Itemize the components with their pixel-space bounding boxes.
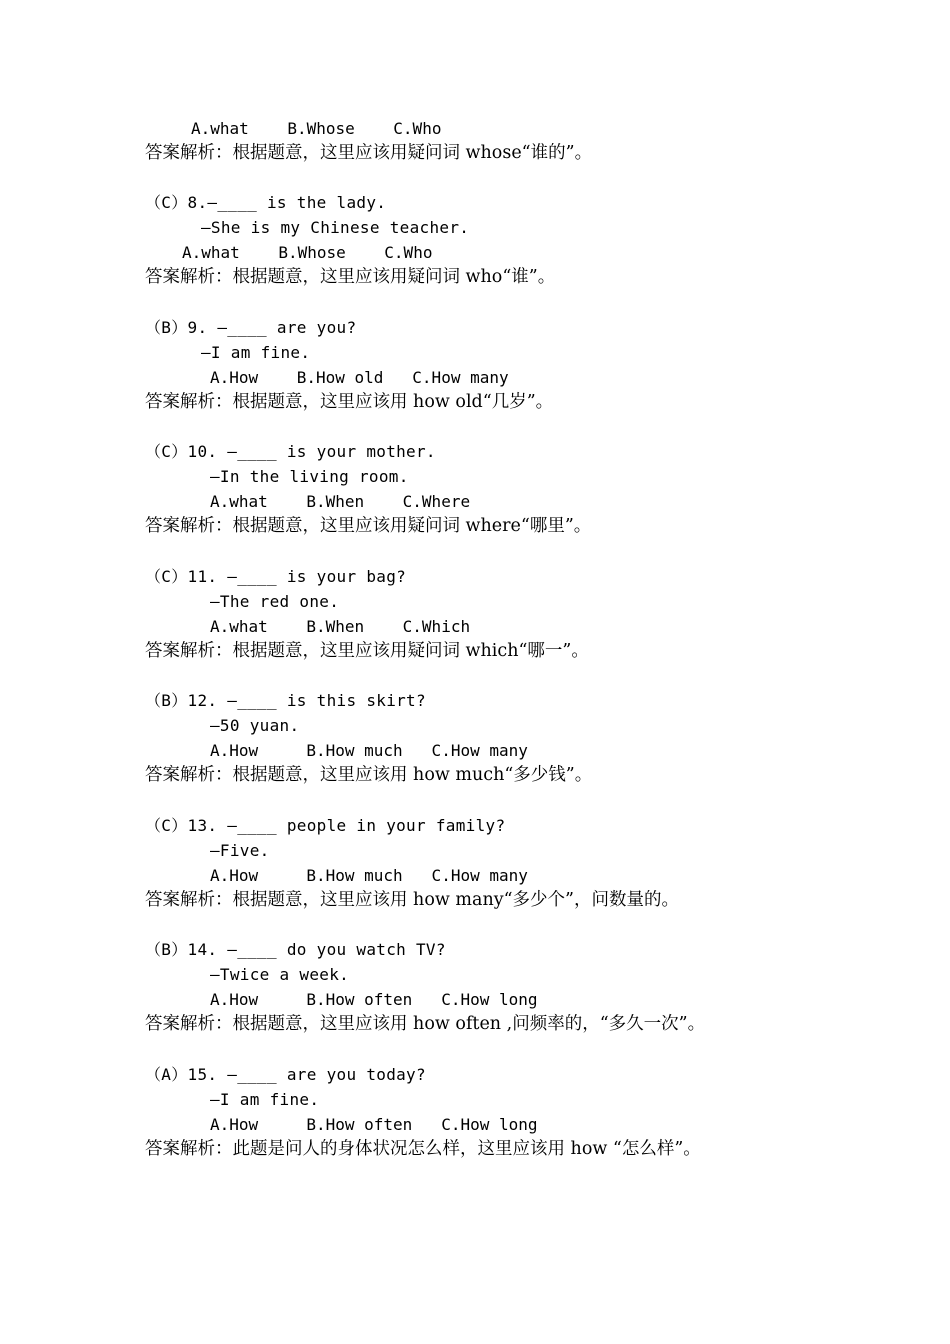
q12-reply: —50 yuan. <box>210 716 300 735</box>
q14-options: A.How B.How often C.How long <box>210 990 538 1009</box>
q11-options: A.what B.When C.Which <box>210 617 471 636</box>
q7-explanation: 答案解析：根据题意，这里应该用疑问词 whose“谁的”。 <box>145 143 593 163</box>
q10-options: A.what B.When C.Where <box>210 492 471 511</box>
q10-explanation: 答案解析：根据题意，这里应该用疑问词 where“哪里”。 <box>145 516 592 536</box>
q15-explanation: 答案解析：此题是问人的身体状况怎么样，这里应该用 how “怎么样”。 <box>145 1139 701 1159</box>
q9-reply: —I am fine. <box>201 343 311 362</box>
q8-stem: （C）8.—____ is the lady. <box>145 193 387 212</box>
q13-explanation: 答案解析：根据题意，这里应该用 how many“多少个”，问数量的。 <box>145 890 679 910</box>
q10-stem: （C）10. —____ is your mother. <box>145 442 436 461</box>
q12-options: A.How B.How much C.How many <box>210 741 528 760</box>
q8-explanation: 答案解析：根据题意，这里应该用疑问词 who“谁”。 <box>145 267 556 287</box>
q8-reply: —She is my Chinese teacher. <box>201 218 470 237</box>
q8-options: A.what B.Whose C.Who <box>182 243 433 262</box>
q14-reply: —Twice a week. <box>210 965 350 984</box>
q13-options: A.How B.How much C.How many <box>210 866 528 885</box>
q11-explanation: 答案解析：根据题意，这里应该用疑问词 which“哪一”。 <box>145 641 589 661</box>
q10-reply: —In the living room. <box>210 467 409 486</box>
q13-reply: —Five. <box>210 841 270 860</box>
q12-stem: （B）12. —____ is this skirt? <box>145 691 426 710</box>
q7-options: A.what B.Whose C.Who <box>191 119 442 138</box>
q15-options: A.How B.How often C.How long <box>210 1115 538 1134</box>
q14-explanation: 答案解析：根据题意，这里应该用 how often ,问频率的，“多久一次”。 <box>145 1014 706 1034</box>
q9-stem: （B）9. —____ are you? <box>145 318 357 337</box>
q14-stem: （B）14. —____ do you watch TV? <box>145 940 446 959</box>
q15-reply: —I am fine. <box>210 1090 320 1109</box>
q9-options: A.How B.How old C.How many <box>210 368 509 387</box>
q13-stem: （C）13. —____ people in your family? <box>145 816 506 835</box>
q15-stem: （A）15. —____ are you today? <box>145 1065 426 1084</box>
q11-stem: （C）11. —____ is your bag? <box>145 567 407 586</box>
q11-reply: —The red one. <box>210 592 340 611</box>
q12-explanation: 答案解析：根据题意，这里应该用 how much“多少钱”。 <box>145 765 593 785</box>
q9-explanation: 答案解析：根据题意，这里应该用 how old“几岁”。 <box>145 392 554 412</box>
